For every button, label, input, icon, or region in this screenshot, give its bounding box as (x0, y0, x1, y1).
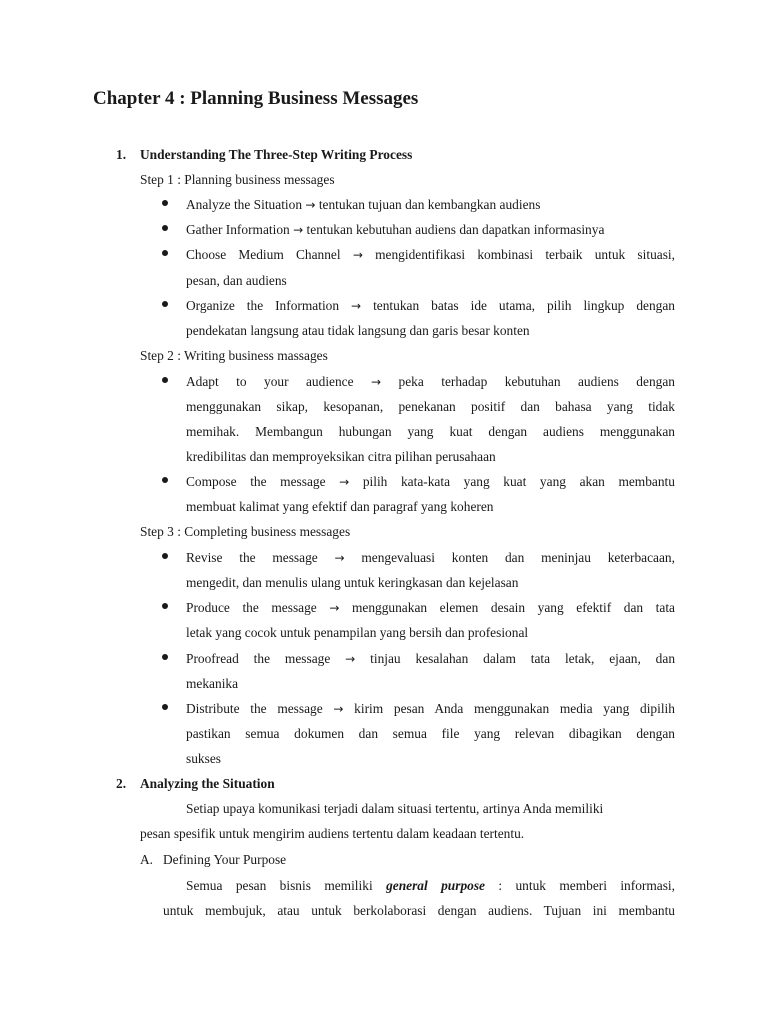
arrow-icon: → (339, 475, 350, 489)
bullet-term: Compose the message (186, 474, 326, 489)
list-item (186, 549, 675, 567)
bullet-dot (162, 553, 168, 559)
list-item (186, 700, 675, 718)
bullet-text: menggunakan elemen desain yang efektif dan tata (351, 600, 675, 615)
bullet-text: pastikan semua dokumen dan semua file yang relevan dibagikan dengan (186, 726, 675, 741)
subsection-label: A. (140, 852, 154, 867)
bullet-text: letak yang cocok untuk penampilan yang bersih dan profesional (186, 625, 529, 640)
bullet-text: memihak. Membangun hubungan yang kuat dengan audiens menggunakan (186, 424, 675, 439)
subsection-heading: Defining Your Purpose (163, 852, 287, 867)
bullet-term: Gather Information (186, 222, 290, 237)
section-number: 1. (116, 147, 127, 162)
bullet-dot (162, 301, 168, 307)
section-heading: Understanding The Three-Step Writing Process (140, 147, 413, 162)
arrow-icon: → (371, 375, 382, 389)
arrow-icon: → (333, 702, 344, 716)
section-number: 2. (116, 776, 127, 791)
bullet-term: Produce the message (186, 600, 317, 615)
bullet-text: sukses (186, 751, 221, 766)
bullet-text: kredibilitas dan memproyeksikan citra pilihan perusahaan (186, 449, 496, 464)
paragraph-line: Setiap upaya komunikasi terjadi dalam situasi tertentu, artinya Anda memiliki (186, 801, 604, 816)
arrow-icon: → (352, 248, 363, 262)
bullet-text: pilih kata-kata yang kuat yang akan membantu (362, 474, 675, 489)
bullet-term: Revise the message (186, 550, 318, 565)
paragraph-line (186, 877, 675, 895)
step-label: Step 1 : Planning business messages (140, 172, 335, 187)
list-item (186, 650, 675, 668)
list-item (186, 373, 675, 391)
emphasis-term: general purpose (386, 878, 485, 893)
step-label: Step 2 : Writing business massages (140, 348, 328, 363)
page-title: Chapter 4 : Planning Business Messages (93, 88, 419, 109)
paragraph-line: pesan spesifik untuk mengirim audiens tertentu dalam keadaan tertentu. (140, 826, 525, 841)
bullet-text: mengevaluasi konten dan meninjau keterbacaan, (361, 550, 675, 565)
arrow-icon: → (334, 551, 345, 565)
bullet-text: membuat kalimat yang efektif dan paragraf yang koheren (186, 499, 494, 514)
paragraph-line: untuk membujuk, atau untuk berkolaborasi dengan audiens. Tujuan ini membantu (163, 903, 675, 918)
bullet-text: tentukan kebutuhan audiens dan dapatkan informasinya (306, 222, 605, 237)
bullet-dot (162, 704, 168, 710)
bullet-dot (162, 250, 168, 256)
bullet-term: Choose Medium Channel (186, 247, 341, 262)
bullet-dot (162, 200, 168, 206)
list-item (186, 196, 540, 214)
bullet-term: Analyze the Situation (186, 197, 303, 212)
step-label: Step 3 : Completing business messages (140, 524, 351, 539)
bullet-term: Adapt to your audience (186, 374, 354, 389)
list-item (186, 473, 675, 491)
list-item (186, 599, 675, 617)
bullet-text: pesan, dan audiens (186, 273, 287, 288)
bullet-dot (162, 377, 168, 383)
arrow-icon: → (345, 652, 356, 666)
list-item (186, 246, 675, 264)
bullet-text: pendekatan langsung atau tidak langsung dan garis besar konten (186, 323, 530, 338)
list-item (186, 297, 675, 315)
arrow-icon: → (305, 198, 316, 212)
bullet-text: tentukan batas ide utama, pilih lingkup dengan (373, 298, 675, 313)
bullet-dot (162, 654, 168, 660)
bullet-dot (162, 477, 168, 483)
paragraph-text: Semua pesan bisnis memiliki (186, 878, 373, 893)
bullet-text: tentukan tujuan dan kembangkan audiens (318, 197, 541, 212)
paragraph-text: : untuk memberi informasi, (498, 878, 675, 893)
arrow-icon: → (351, 299, 362, 313)
bullet-term: Proofread the message (186, 651, 331, 666)
bullet-text: mengedit, dan menulis ulang untuk keringkasan dan kejelasan (186, 575, 519, 590)
bullet-text: kirim pesan Anda menggunakan media yang dipilih (354, 701, 675, 716)
section-heading: Analyzing the Situation (140, 776, 275, 791)
bullet-text: tinjau kesalahan dalam tata letak, ejaan, dan (370, 651, 675, 666)
bullet-text: mengidentifikasi kombinasi terbaik untuk situasi, (375, 247, 675, 262)
bullet-text: mekanika (186, 676, 239, 691)
bullet-text: peka terhadap kebutuhan audiens dengan (398, 374, 675, 389)
bullet-term: Distribute the message (186, 701, 323, 716)
bullet-text: menggunakan sikap, kesopanan, penekanan positif dan bahasa yang tidak (186, 399, 675, 414)
bullet-dot (162, 603, 168, 609)
list-item (186, 221, 604, 239)
arrow-icon: → (329, 601, 340, 615)
bullet-dot (162, 225, 168, 231)
bullet-term: Organize the Information (186, 298, 340, 313)
arrow-icon: → (293, 223, 304, 237)
